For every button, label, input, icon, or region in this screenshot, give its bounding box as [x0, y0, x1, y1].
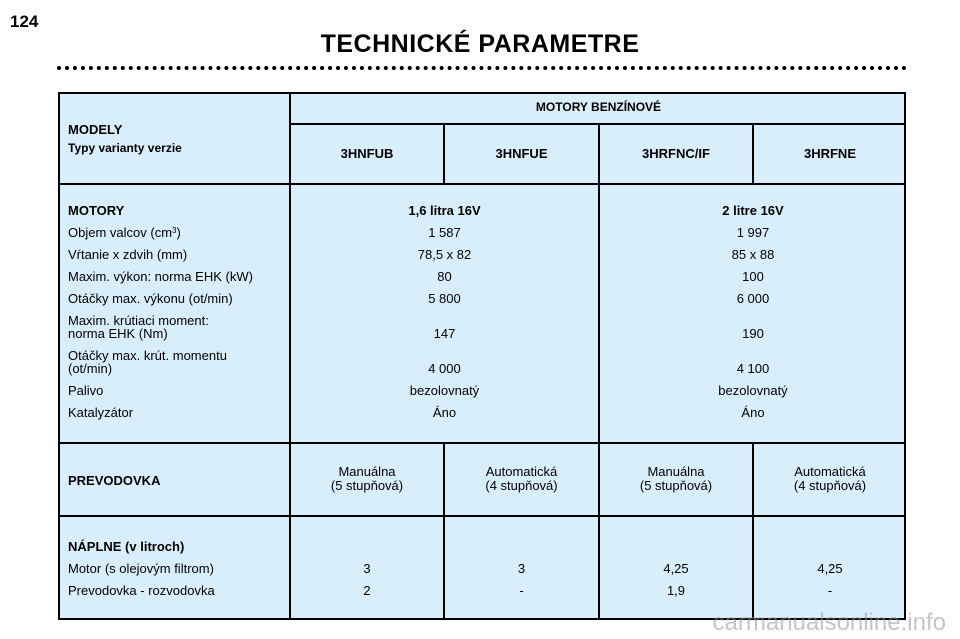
- value-b: 100: [742, 269, 764, 284]
- row-divider: [60, 442, 906, 444]
- fill-value: 2: [363, 583, 371, 598]
- fill-value: 3: [363, 561, 371, 576]
- model-header: 3HNFUB: [340, 146, 394, 161]
- value-b: bezolovnatý: [718, 383, 788, 398]
- spec-table: [58, 92, 906, 620]
- row-divider: [60, 183, 906, 185]
- fill-value: -: [827, 583, 833, 598]
- gearbox-label: PREVODOVKA: [68, 473, 161, 488]
- gearbox-type: Automatická (4 stupňová): [793, 464, 867, 493]
- gearbox-type: Manuálna (5 stupňová): [639, 464, 713, 493]
- value-b: 190: [742, 326, 764, 341]
- fill-value: 4,25: [817, 561, 843, 576]
- model-header: 3HRFNC/IF: [642, 146, 710, 161]
- value-b: Áno: [741, 405, 765, 420]
- row-divider: [289, 123, 906, 125]
- engines-section-label: MOTORY: [68, 203, 125, 218]
- model-header: 3HNFUE: [495, 146, 548, 161]
- variants-label: Typy varianty verzie: [68, 141, 182, 155]
- dotted-divider: [57, 66, 907, 70]
- row-label: Motor (s olejovým filtrom): [68, 561, 214, 576]
- fill-value: 1,9: [666, 583, 686, 598]
- engine-group-b: 2 litre 16V: [722, 203, 784, 218]
- gearbox-type: Manuálna (5 stupňová): [330, 464, 404, 493]
- row-label: Maxim. krútiaci moment:: [68, 313, 209, 328]
- value-a: 78,5 x 82: [417, 247, 472, 262]
- row-label: Otáčky max. výkonu (ot/min): [68, 291, 233, 306]
- value-a: 4 000: [428, 361, 461, 376]
- fill-value: 4,25: [663, 561, 689, 576]
- value-a: 5 800: [428, 291, 461, 306]
- row-label: Vŕtanie x zdvih (mm): [68, 247, 188, 262]
- fill-value: 3: [517, 561, 526, 576]
- fills-label: NÁPLNE (v litroch): [68, 539, 185, 554]
- row-divider: [60, 515, 906, 517]
- page-number: 124: [10, 12, 39, 31]
- value-b: 1 997: [736, 225, 770, 240]
- value-a: 147: [433, 326, 456, 341]
- engine-group-a: 1,6 litra 16V: [408, 203, 481, 218]
- value-a: 1 587: [428, 225, 461, 240]
- value-b: 4 100: [736, 361, 770, 376]
- row-label: Otáčky max. krút. momentu: [68, 348, 227, 363]
- row-label: Maxim. výkon: norma EHK (kW): [68, 269, 253, 284]
- fill-value: -: [519, 583, 524, 598]
- gearbox-type: Automatická (4 stupňová): [485, 464, 558, 493]
- value-b: 85 x 88: [731, 247, 775, 262]
- group-title: MOTORY BENZÍNOVÉ: [535, 100, 662, 114]
- value-b: 6 000: [736, 291, 770, 306]
- watermark: carmanualsonline.info: [712, 609, 946, 636]
- row-label: norma EHK (Nm): [68, 326, 168, 341]
- value-a: bezolovnatý: [409, 383, 480, 398]
- row-label: Palivo: [68, 383, 104, 398]
- row-label: Katalyzátor: [68, 405, 134, 420]
- value-a: 80: [437, 269, 452, 284]
- models-label: MODELY: [68, 122, 123, 137]
- value-a: Áno: [432, 405, 457, 420]
- model-header: 3HRFNE: [803, 146, 856, 161]
- row-label: Objem valcov $(cm^3)$: [68, 225, 181, 240]
- row-label: Prevodovka - rozvodovka: [68, 583, 215, 598]
- col-divider: [289, 94, 291, 618]
- row-label: (ot/min): [68, 361, 113, 376]
- page-title: TECHNICKÉ PARAMETRE: [320, 30, 640, 58]
